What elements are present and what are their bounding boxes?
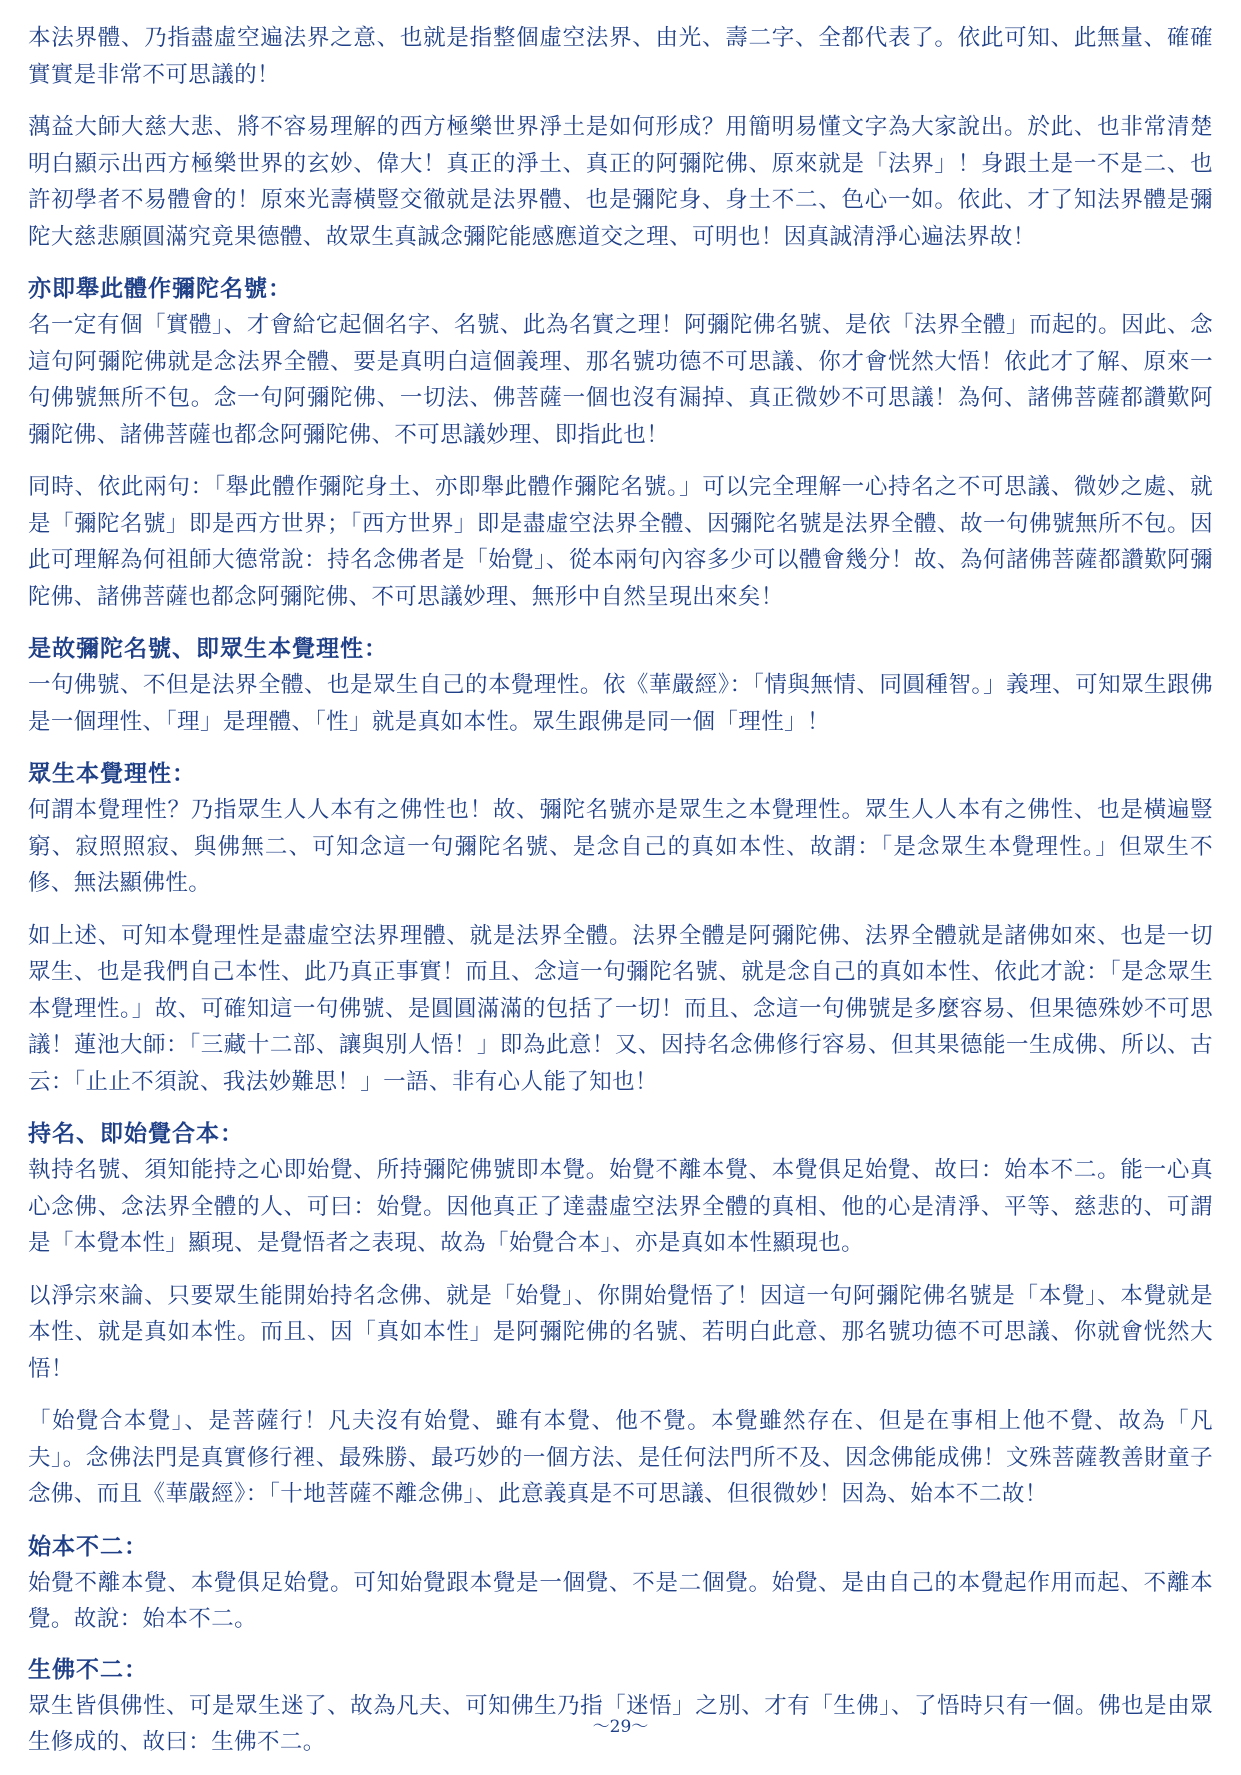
intro-paragraph-2: 蕅益大師大慈大悲、將不容易理解的西方極樂世界淨土是如何形成？用簡明易懂文字為大家說出。於此、也非常清楚明白顯示出西方極樂世界的玄妙、偉大！真正的淨土、真正的阿彌陀佛、原來就是「法界」！身跟土是一不是二、也許初學者不易體會的！原來光壽橫豎交徹就是法界體、也是彌陀身、身土不二、色心一如。依此、才了知法界體是彌陀大慈悲願圓滿究竟果德體、故眾生真誠念彌陀能感應道交之理、可明也！因真誠清淨心遍法界故！	[28, 114, 1213, 250]
section-paragraph: 名一定有個「實體」、才會給它起個名字、名號、此為名實之理！阿彌陀佛名號、是依「法界全體」而起的。因此、念這句阿彌陀佛就是念法界全體、要是真明白這個義理、那名號功德不可思議、你才會恍然大悟！依此才了解、原來一句佛號無所不包。念一句阿彌陀佛、一切法、佛菩薩一個也沒有漏掉、真正微妙不可思議！為何、諸佛菩薩都讚歎阿彌陀佛、諸佛菩薩也都念阿彌陀佛、不可思議妙理、即指此也！	[28, 312, 1213, 448]
section-paragraph: 如上述、可知本覺理性是盡虛空法界理體、就是法界全體。法界全體是阿彌陀佛、法界全體就是諸佛如來、也是一切眾生、也是我們自己本性、此乃真正事實！而且、念這一句彌陀名號、就是念自己的真如本性、依此才說：「是念眾生本覺理性。」故、可確知這一句佛號、是圓圓滿滿的包括了一切！而且、念這一句佛號是多麼容易、但果德殊妙不可思議！蓮池大師：「三藏十二部、讓與別人悟！」即為此意！又、因持名念佛修行容易、但其果德能一生成佛、所以、古云：「止止不須說、我法妙難思！」一語、非有心人能了知也！	[28, 922, 1213, 1095]
section-paragraph: 一句佛號、不但是法界全體、也是眾生自己的本覺理性。依《華嚴經》：「情與無情、同圓種智。」義理、可知眾生跟佛是一個理性、「理」是理體、「性」就是真如本性。眾生跟佛是同一個「理性」！	[28, 672, 1213, 735]
section-heading: 亦即舉此體作彌陀名號：	[28, 275, 292, 302]
section-heading: 是故彌陀名號、即眾生本覺理性：	[28, 635, 388, 662]
section-paragraph: 同時、依此兩句：「舉此體作彌陀身土、亦即舉此體作彌陀名號。」可以完全理解一心持名之不可思議、微妙之處、就是「彌陀名號」即是西方世界；「西方世界」即是盡虛空法界全體、因彌陀名號是法界全體、故一句佛號無所不包。因此可理解為何祖師大德常說：持名念佛者是「始覺」、從本兩句內容多少可以體會幾分！故、為何諸佛菩薩都讚歎阿彌陀佛、諸佛菩薩也都念阿彌陀佛、不可思議妙理、無形中自然呈現出來矣！	[28, 474, 1213, 610]
section-paragraph: 眾生皆俱佛性、可是眾生迷了、故為凡夫、可知佛生乃指「迷悟」之別、才有「生佛」、了悟時只有一個。佛也是由眾生修成的、故曰：生佛不二。	[28, 1692, 1213, 1755]
section-heading: 生佛不二：	[28, 1655, 148, 1683]
section-heading: 始本不二：	[28, 1532, 148, 1560]
section-paragraph: 「始覺合本覺」、是菩薩行！凡夫沒有始覺、雖有本覺、他不覺。本覺雖然存在、但是在事相上他不覺、故為「凡夫」。念佛法門是真實修行裡、最殊勝、最巧妙的一個方法、是任何法門所不及、因念佛能成佛！文殊菩薩教善財童子念佛、而且《華嚴經》：「十地菩薩不離念佛」、此意義真是不可思議、但很微妙！因為、始本不二故！	[28, 1408, 1213, 1507]
section-paragraph: 以淨宗來論、只要眾生能開始持名念佛、就是「始覺」、你開始覺悟了！因這一句阿彌陀佛名號是「本覺」、本覺就是本性、就是真如本性。而且、因「真如本性」是阿彌陀佛的名號、若明白此意、那名號功德不可思議、你就會恍然大悟！	[28, 1282, 1213, 1382]
intro-paragraph-1: 本法界體、乃指盡虛空遍法界之意、也就是指整個虛空法界、由光、壽二字、全都代表了。依此可知、此無量、確確實實是非常不可思議的！	[28, 25, 1213, 88]
section-heading: 眾生本覺理性：	[28, 760, 196, 787]
page-number: ～29～	[592, 1717, 649, 1737]
section-paragraph: 始覺不離本覺、本覺俱足始覺。可知始覺跟本覺是一個覺、不是二個覺。始覺、是由自己的本覺起作用而起、不離本覺。故說：始本不二。	[28, 1569, 1213, 1632]
section-paragraph: 何謂本覺理性？乃指眾生人人本有之佛性也！故、彌陀名號亦是眾生之本覺理性。眾生人人本有之佛性、也是橫遍豎窮、寂照照寂、與佛無二、可知念這一句彌陀名號、是念自己的真如本性、故謂：「是念眾生本覺理性。」但眾生不修、無法顯佛性。	[28, 797, 1213, 896]
section-paragraph: 執持名號、須知能持之心即始覺、所持彌陀佛號即本覺。始覺不離本覺、本覺俱足始覺、故曰：始本不二。能一心真心念佛、念法界全體的人、可曰：始覺。因他真正了達盡虛空法界全體的真相、他的心是清淨、平等、慈悲的、可謂是「本覺本性」顯現、是覺悟者之表現、故為「始覺合本」、亦是真如本性顯現也。	[28, 1157, 1213, 1256]
section-heading: 持名、即始覺合本：	[28, 1120, 244, 1147]
document-page	[28, 20, 1213, 1775]
